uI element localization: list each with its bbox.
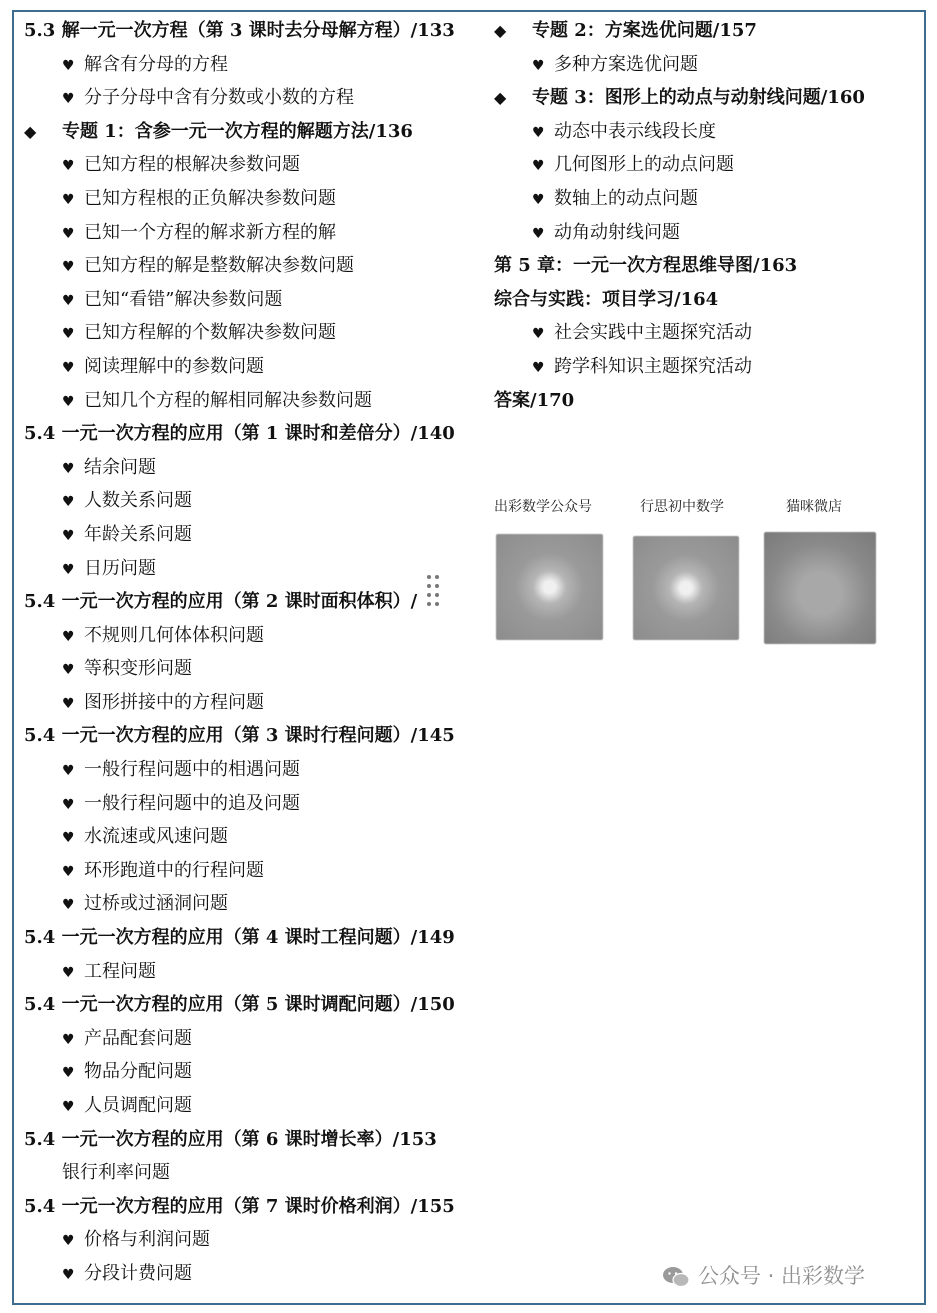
list-item	[24, 350, 464, 384]
list-item	[24, 182, 464, 216]
list-item-text: 产品配套问题	[84, 1027, 192, 1049]
heart-bullet-icon: ♥	[62, 897, 75, 914]
topic-heading	[494, 81, 914, 115]
heart-bullet-icon: ♥	[532, 191, 545, 208]
wechat-icon	[662, 1266, 690, 1288]
list-item	[24, 384, 464, 418]
list-item-text: 分段计费问题	[84, 1262, 192, 1284]
list-item-text: 一般行程问题中的相遇问题	[84, 759, 300, 781]
list-item-text: 水流速或风速问题	[84, 826, 228, 848]
list-item-text: 一般行程问题中的追及问题	[84, 792, 300, 814]
section-heading	[494, 384, 914, 418]
list-item	[24, 854, 464, 888]
section-heading-text: 5.4 一元一次方程的应用（第 3 课时行程问题）/145	[24, 725, 455, 747]
heart-bullet-icon: ♥	[62, 326, 75, 343]
list-item-text: 解含有分母的方程	[84, 53, 228, 75]
list-item	[24, 887, 464, 921]
heart-bullet-icon: ♥	[62, 1065, 75, 1082]
heart-bullet-icon: ♥	[62, 460, 75, 477]
section-heading-text: 5.4 一元一次方程的应用（第 2 课时面积体积）/	[24, 591, 418, 613]
qr-code-1	[496, 534, 603, 640]
topic-heading-text: 专题 1：含参一元一次方程的解题方法/136	[62, 120, 413, 142]
heart-bullet-icon: ♥	[62, 1233, 75, 1250]
list-item-text: 过桥或过涵洞问题	[84, 893, 228, 915]
heart-bullet-icon: ♥	[532, 124, 545, 141]
heart-bullet-icon: ♥	[62, 695, 75, 712]
list-item-text: 动态中表示线段长度	[554, 120, 716, 142]
list-item	[494, 115, 914, 149]
list-item-text: 结余问题	[84, 456, 156, 478]
list-item-text: 物品分配问题	[84, 1061, 192, 1083]
list-item-text: 社会实践中主题探究活动	[554, 322, 752, 344]
list-item	[24, 619, 464, 653]
section-heading	[24, 1190, 464, 1224]
qr-label-2: 行思初中数学	[640, 499, 724, 515]
list-item-text: 已知方程解的个数解决参数问题	[84, 322, 336, 344]
heart-bullet-icon: ♥	[62, 628, 75, 645]
heart-bullet-icon: ♥	[532, 326, 545, 343]
diamond-bullet-icon: ◆	[24, 121, 37, 141]
list-item	[24, 1257, 464, 1291]
section-heading	[494, 283, 914, 317]
section-heading-text: 5.4 一元一次方程的应用（第 4 课时工程问题）/149	[24, 927, 455, 949]
list-item-text: 分子分母中含有分数或小数的方程	[84, 87, 354, 109]
heart-bullet-icon: ♥	[62, 494, 75, 511]
list-item-text: 等积变形问题	[84, 658, 192, 680]
heart-bullet-icon: ♥	[62, 964, 75, 981]
list-item	[24, 451, 464, 485]
list-item-text: 已知一个方程的解求新方程的解	[84, 221, 336, 243]
list-item	[24, 652, 464, 686]
list-item	[24, 81, 464, 115]
list-item-text: 价格与利润问题	[84, 1229, 210, 1251]
qr-code-2	[633, 536, 739, 640]
list-item	[24, 484, 464, 518]
list-item-text: 银行利率问题	[62, 1162, 170, 1184]
qr-label-1: 出彩数学公众号	[494, 499, 592, 515]
heart-bullet-icon: ♥	[62, 259, 75, 276]
topic-heading	[24, 115, 464, 149]
list-item	[24, 518, 464, 552]
list-item	[494, 216, 914, 250]
heart-bullet-icon: ♥	[532, 57, 545, 74]
qr-label-3: 猫咪微店	[786, 499, 842, 515]
watermark	[662, 1260, 865, 1290]
heart-bullet-icon: ♥	[62, 191, 75, 208]
section-heading-text: 5.4 一元一次方程的应用（第 6 课时增长率）/153	[24, 1128, 437, 1150]
heart-bullet-icon: ♥	[62, 1266, 75, 1283]
section-heading-text: 综合与实践：项目学习/164	[494, 288, 719, 310]
heart-bullet-icon: ♥	[62, 662, 75, 679]
list-item-text: 几何图形上的动点问题	[554, 154, 734, 176]
heart-bullet-icon: ♥	[62, 830, 75, 847]
topic-heading-text: 专题 2：方案选优问题/157	[532, 20, 757, 41]
topic-heading-text: 专题 3：图形上的动点与动射线问题/160	[532, 87, 865, 109]
section-heading	[24, 1123, 464, 1157]
heart-bullet-icon: ♥	[62, 1031, 75, 1048]
heart-bullet-icon: ♥	[62, 527, 75, 544]
diamond-bullet-icon: ◆	[494, 88, 507, 108]
watermark-text: 公众号 · 出彩数学	[698, 1264, 866, 1288]
section-heading	[24, 585, 464, 619]
list-item	[494, 148, 914, 182]
qr-code-section	[494, 492, 894, 652]
section-heading-text: 5.4 一元一次方程的应用（第 7 课时价格利润）/155	[24, 1195, 455, 1217]
list-item	[24, 148, 464, 182]
qr-code-3	[764, 532, 876, 644]
list-item	[24, 955, 464, 989]
list-item-text: 日历问题	[84, 557, 156, 579]
topic-heading	[494, 14, 914, 48]
list-item-text: 多种方案选优问题	[554, 53, 698, 75]
list-item-text: 已知“看错”解决参数问题	[84, 288, 283, 310]
list-item	[24, 787, 464, 821]
list-item	[24, 283, 464, 317]
list-item	[24, 1055, 464, 1089]
section-heading-text: 5.4 一元一次方程的应用（第 1 课时和差倍分）/140	[24, 423, 455, 445]
list-item	[24, 1156, 464, 1190]
list-item-text: 阅读理解中的参数问题	[84, 355, 264, 377]
section-heading	[24, 921, 464, 955]
list-item-text: 动角动射线问题	[554, 221, 680, 243]
section-heading-text: 5.4 一元一次方程的应用（第 5 课时调配问题）/150	[24, 994, 455, 1016]
section-heading-text: 答案/170	[494, 389, 575, 411]
heart-bullet-icon: ♥	[62, 863, 75, 880]
heart-bullet-icon: ♥	[62, 292, 75, 309]
heart-bullet-icon: ♥	[62, 763, 75, 780]
section-heading	[24, 988, 464, 1022]
section-heading	[24, 719, 464, 753]
diamond-bullet-icon: ◆	[494, 21, 507, 40]
list-item	[24, 686, 464, 720]
drag-handle-icon[interactable]	[427, 575, 443, 607]
heart-bullet-icon: ♥	[532, 225, 545, 242]
list-item	[494, 48, 914, 82]
list-item-text: 已知方程的根解决参数问题	[84, 154, 300, 176]
list-item	[24, 1223, 464, 1257]
list-item-text: 已知方程根的正负解决参数问题	[84, 187, 336, 209]
list-item	[24, 820, 464, 854]
heart-bullet-icon: ♥	[62, 1099, 75, 1115]
heart-bullet-icon: ♥	[62, 561, 75, 578]
list-item	[494, 350, 914, 384]
list-item	[494, 182, 914, 216]
list-item	[24, 552, 464, 586]
list-item-text: 人员调配问题	[84, 1095, 192, 1116]
toc-left-column	[24, 14, 464, 1291]
list-item-text: 已知几个方程的解相同解决参数问题	[84, 389, 372, 411]
list-item-text: 工程问题	[84, 960, 156, 982]
list-item-text: 跨学科知识主题探究活动	[554, 355, 752, 377]
heart-bullet-icon: ♥	[62, 57, 75, 74]
list-item-text: 环形跑道中的行程问题	[84, 859, 264, 881]
section-heading-text: 5.3 解一元一次方程（第 3 课时去分母解方程）/133	[24, 20, 455, 41]
heart-bullet-icon: ♥	[532, 359, 545, 376]
section-heading-text: 第 5 章：一元一次方程思维导图/163	[494, 255, 798, 277]
list-item	[494, 316, 914, 350]
heart-bullet-icon: ♥	[62, 359, 75, 376]
heart-bullet-icon: ♥	[62, 796, 75, 813]
list-item	[24, 753, 464, 787]
heart-bullet-icon: ♥	[62, 393, 75, 410]
list-item	[24, 216, 464, 250]
heart-bullet-icon: ♥	[532, 158, 545, 175]
section-heading	[494, 249, 914, 283]
list-item	[24, 1022, 464, 1056]
list-item-text: 人数关系问题	[84, 490, 192, 512]
section-heading	[24, 417, 464, 451]
list-item-text: 图形拼接中的方程问题	[84, 691, 264, 713]
list-item	[24, 48, 464, 82]
list-item-text: 不规则几何体体积问题	[84, 624, 264, 646]
section-heading	[24, 14, 464, 48]
list-item	[24, 249, 464, 283]
heart-bullet-icon: ♥	[62, 225, 75, 242]
list-item-text: 已知方程的解是整数解决参数问题	[84, 255, 354, 277]
toc-right-column	[494, 14, 914, 417]
heart-bullet-icon: ♥	[62, 91, 75, 108]
list-item-text: 数轴上的动点问题	[554, 187, 698, 209]
list-item	[24, 316, 464, 350]
list-item	[24, 1089, 464, 1123]
heart-bullet-icon: ♥	[62, 158, 75, 175]
list-item-text: 年龄关系问题	[84, 523, 192, 545]
